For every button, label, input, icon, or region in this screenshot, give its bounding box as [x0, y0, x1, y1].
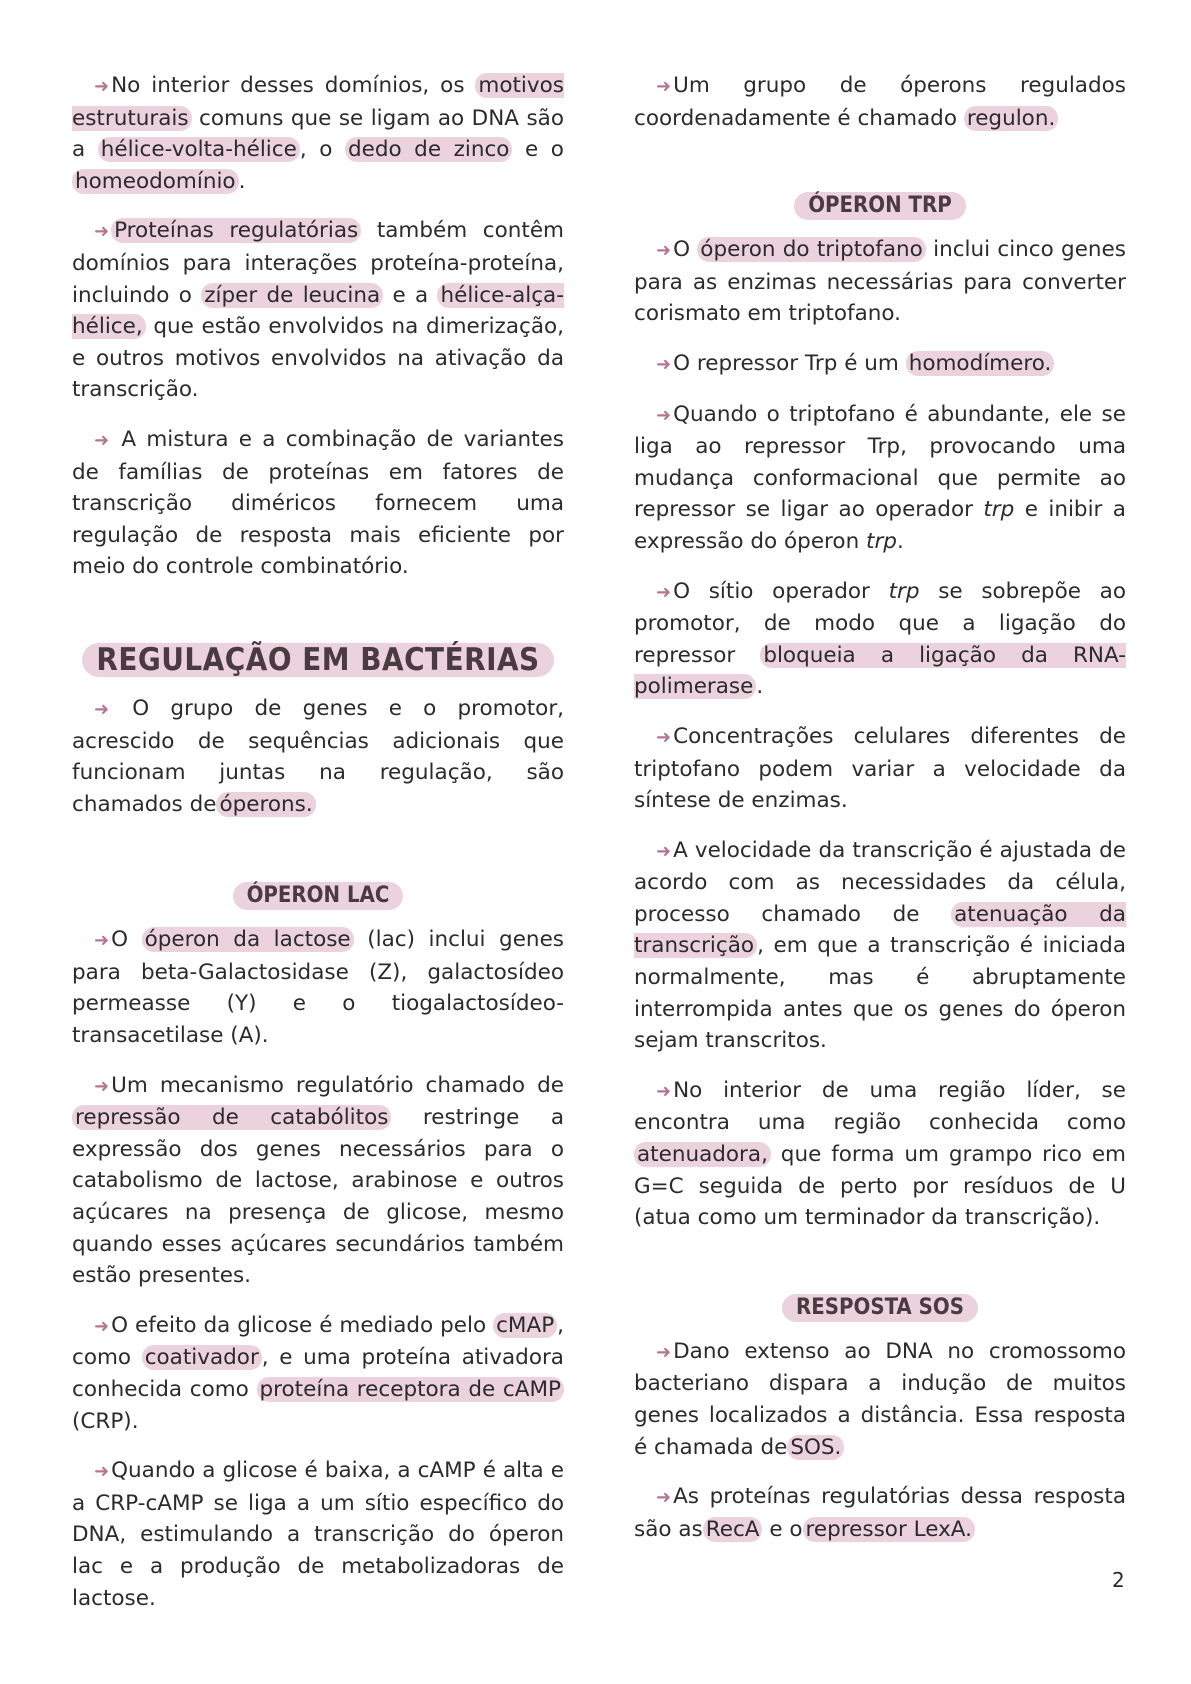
paragraph-operator-site: ➜O sítio operador trp se sobrepõe ao promotor, de modo que a ligação do repressor bloqueia a ligação da RNA-polimerase .: [634, 578, 1126, 700]
highlight: zíper de leucina: [201, 283, 383, 308]
paragraph-regulon: ➜Um grupo de óperons regulados coordenadamente é chamado regulon.: [634, 73, 1126, 131]
arrow-icon: ➜: [656, 581, 672, 603]
heading-lac-operon: ÓPERON LAC: [72, 882, 564, 910]
paragraph-tryptophan-concentrations: ➜Concentrações celulares diferentes de triptofano podem variar a velocidade da síntese de enzimas.: [634, 723, 1126, 814]
arrow-icon: ➜: [656, 240, 672, 262]
arrow-icon: ➜: [656, 1080, 672, 1102]
highlight: repressão de catabólitos: [72, 1105, 391, 1130]
paragraph-lactose-operon: ➜O óperon da lactose (lac) inclui genes para beta-Galactosidase (Z), galactosídeo permeasse (Y) e o tiogalactosídeo-transacetilase (A).: [72, 927, 564, 1049]
arrow-icon: ➜: [656, 1487, 672, 1509]
arrow-icon: ➜: [656, 726, 672, 748]
arrow-icon: ➜: [94, 1461, 110, 1483]
highlight: bloqueia a ligação da RNA-polimerase: [634, 642, 1126, 700]
page-number: 2: [1112, 1568, 1125, 1592]
paragraph-operons: ➜ O grupo de genes e o promotor, acrescido de sequências adicionais que funcionam juntas na regulação, são chamados de óperons.: [72, 695, 564, 817]
arrow-icon: ➜: [94, 76, 110, 97]
paragraph-trp-repressor: ➜O repressor Trp é um homodímero.: [634, 348, 1126, 381]
highlight: atenuadora,: [634, 1142, 771, 1167]
arrow-icon: ➜: [94, 698, 110, 720]
arrow-icon: ➜: [94, 429, 110, 451]
arrow-icon: ➜: [94, 1315, 110, 1337]
highlight: regulon.: [964, 106, 1058, 131]
paragraph-glucose-effect: ➜O efeito da glicose é mediado pelo cMAP , como coativador , e uma proteína ativadora conhecida como proteína receptora de cAMP (CRP).: [72, 1312, 564, 1434]
highlight: dedo de zinco: [345, 137, 513, 162]
highlight: RecA: [703, 1517, 763, 1542]
arrow-icon: ➜: [656, 404, 672, 426]
paragraph-structural-motifs: ➜No interior desses domínios, os motivos estruturais comuns que se ligam ao DNA são a hélice-volta-hélice , o dedo de zinco e o homeodomínio .: [72, 73, 564, 194]
highlight: proteína receptora de cAMP: [257, 1377, 564, 1402]
heading-bacteria-regulation: REGULAÇÃO EM BACTÉRIAS: [72, 643, 564, 677]
left-column: [72, 70, 564, 1632]
highlight: coativador: [142, 1345, 262, 1370]
arrow-icon: ➜: [94, 221, 110, 243]
highlight: óperon da lactose: [142, 927, 354, 952]
heading-trp-operon: ÓPERON TRP: [634, 192, 1126, 220]
highlight: atenuação da transcrição: [634, 901, 1126, 959]
paragraph-low-glucose: ➜Quando a glicose é baixa, a cAMP é alta e a CRP-cAMP se liga a um sítio específico do DNA, estimulando a transcrição do óperon lac e a produção de metabolizadoras de lactose.: [72, 1458, 564, 1611]
highlight: hélice-alça-hélice,: [72, 282, 564, 340]
paragraph-regulatory-proteins: ➜ Proteínas regulatórias também contêm domínios para interações proteína-proteína, incluindo o zíper de leucina e a hélice-alça-hélice, que estão envolvidos na dimerização, e outros motivos envolvidos na ativação da transcrição.: [72, 218, 564, 403]
paragraph-abundant-tryptophan: ➜Quando o triptofano é abundante, ele se liga ao repressor Trp, provocando uma mudança conformacional que permite ao repressor se ligar ao operador trp e inibir a expressão do óperon trp.: [634, 401, 1126, 554]
highlight: homeodomínio: [72, 169, 239, 194]
paragraph-tryptophan-operon: ➜O óperon do triptofano inclui cinco genes para as enzimas necessárias para converter corismato em triptofano.: [634, 237, 1126, 327]
paragraph-sos-proteins: ➜As proteínas regulatórias dessa resposta são as RecA e o repressor LexA.: [634, 1484, 1126, 1542]
highlight: homodímero.: [906, 351, 1055, 376]
heading-sos-response: RESPOSTA SOS: [634, 1294, 1126, 1322]
highlight: óperon do triptofano: [697, 237, 926, 262]
arrow-icon: ➜: [94, 1075, 110, 1097]
arrow-icon: ➜: [94, 930, 110, 952]
arrow-icon: ➜: [656, 76, 672, 97]
arrow-icon: ➜: [656, 1341, 672, 1363]
highlight: óperons.: [216, 792, 315, 817]
highlight: SOS.: [787, 1435, 844, 1460]
right-column: [634, 70, 1126, 1563]
highlight: cMAP: [493, 1313, 557, 1338]
paragraph-dna-damage: ➜Dano extenso ao DNA no cromossomo bacteriano dispara a indução de muitos genes localizados a distância. Essa resposta é chamada de SOS.: [634, 1338, 1126, 1460]
highlight: repressor LexA.: [803, 1517, 975, 1542]
paragraph-combinatorial-control: ➜ A mistura e a combinação de variantes de famílias de proteínas em fatores de transcrição diméricos fornecem uma regulação de resposta mais eficiente por meio do controle combinatório.: [72, 426, 564, 580]
paragraph-attenuation: ➜A velocidade da transcrição é ajustada de acordo com as necessidades da célula, processo chamado de atenuação da transcrição , em que a transcrição é iniciada normalmente, mas é abruptamente interrompida antes que os genes do óperon sejam transcritos.: [634, 837, 1126, 1054]
highlight: Proteínas regulatórias: [111, 218, 361, 243]
highlight: motivos estruturais: [72, 73, 564, 131]
arrow-icon: ➜: [656, 840, 672, 862]
highlight: hélice-volta-hélice: [98, 137, 300, 162]
paragraph-leader-region: ➜No interior de uma região líder, se encontra uma região conhecida como atenuadora, que forma um grampo rico em G=C seguida de perto por resíduos de U (atua como um terminador da transcrição).: [634, 1077, 1126, 1231]
paragraph-catabolite-repression: ➜Um mecanismo regulatório chamado de repressão de catabólitos restringe a expressão dos genes necessários para o catabolismo de lactose, arabinose e outros açúcares na presença de glicose, mesmo quando esses açúcares secundários também estão presentes.: [72, 1072, 565, 1289]
arrow-icon: ➜: [656, 353, 672, 375]
